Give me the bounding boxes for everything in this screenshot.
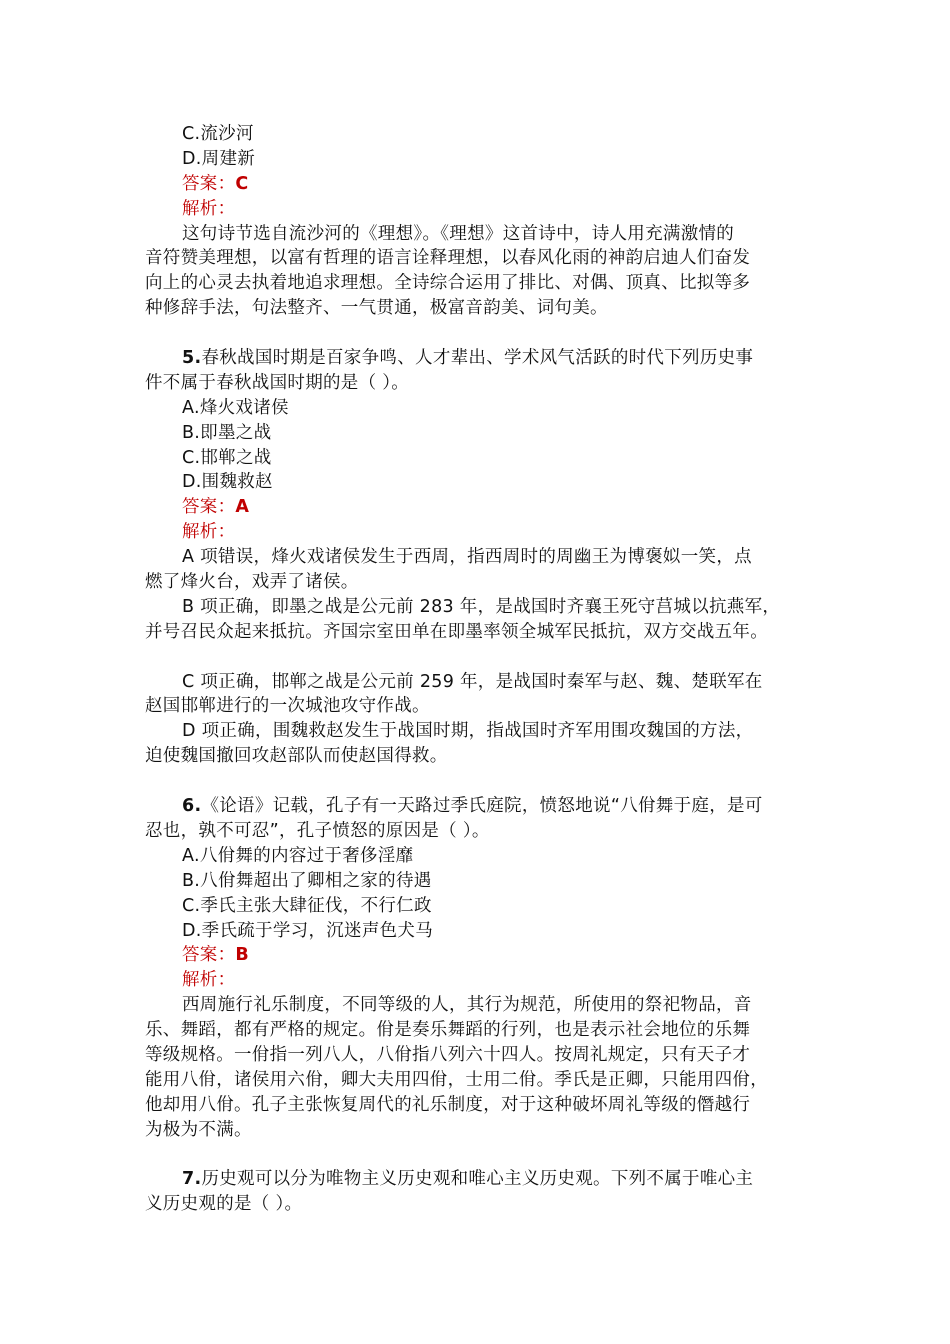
q4-analysis-label: 解析： — [182, 198, 236, 219]
q5-analysis-line: 并号召民众起来抵抗。齐国宗室田单在即墨率领全城军民抵抗，双方交战五年。 — [145, 621, 768, 642]
q5-analysis-label: 解析： — [182, 522, 236, 543]
q6-analysis-label: 解析： — [182, 970, 236, 991]
q5-analysis-line: D 项正确，围魏救赵发生于战国时期，指战国时齐军用围攻魏国的方法， — [182, 721, 754, 742]
q6-analysis-line: 西周施行礼乐制度，不同等级的人，其行为规范，所使用的祭祀物品，音 — [182, 995, 752, 1016]
q5-number: 5. — [182, 348, 202, 369]
q5-analysis-line: 燃了烽火台，戏弄了诸侯。 — [145, 572, 359, 593]
q5-option-c: C.邯郸之战 — [182, 447, 272, 468]
q6-answer — [145, 943, 815, 968]
q4-option-d: D.周建新 — [182, 148, 256, 169]
q4-analysis-line: 向上的心灵去执着地追求理想。全诗综合运用了排比、对偶、顶真、比拟等多 — [145, 273, 751, 294]
q6-analysis-line: 乐、舞蹈，都有严格的规定。佾是奏乐舞蹈的行列，也是表示社会地位的乐舞 — [145, 1020, 751, 1041]
document-page — [145, 122, 815, 1217]
q6-number: 6. — [182, 796, 202, 817]
spacer — [145, 321, 815, 346]
q4-option-c: C.流沙河 — [182, 124, 254, 144]
q4-analysis-line: 这句诗节选自流沙河的《理想》。《理想》这首诗中，诗人用充满激情的 — [182, 223, 735, 244]
q6-stem-text: 《论语》记载，孔子有一天路过季氏庭院，愤怒地说“八佾舞于庭，是可 — [201, 796, 763, 817]
q5-answer-label: 答案： — [182, 497, 236, 518]
spacer — [145, 769, 815, 794]
q7-stem-text: 历史观可以分为唯物主义历史观和唯心主义历史观。下列不属于唯心主 — [201, 1169, 754, 1190]
q6-analysis-line: 他却用八佾。孔子主张恢复周代的礼乐制度，对于这种破坏周礼等级的僭越行 — [145, 1094, 751, 1115]
q6-option-b: B.八佾舞超出了卿相之家的待遇 — [182, 870, 432, 891]
q6-option-d: D.季氏疏于学习，沉迷声色犬马 — [182, 920, 434, 941]
q5-analysis-line: C 项正确，邯郸之战是公元前 259 年，是战国时秦军与赵、魏、楚联军在 — [182, 671, 763, 692]
q6-analysis-line: 为极为不满。 — [145, 1119, 252, 1140]
q7-stem-cont: 义历史观的是（ ）。 — [145, 1194, 303, 1215]
q6-option-c: C.季氏主张大肆征伐，不行仁政 — [182, 895, 432, 916]
q6-answer-value: B — [235, 945, 250, 966]
spacer — [145, 1143, 815, 1168]
q4-answer-label: 答案： — [182, 173, 236, 194]
q5-analysis-line: 赵国邯郸进行的一次城池攻守作战。 — [145, 696, 430, 717]
q6-stem — [145, 794, 815, 819]
q6-answer-label: 答案： — [182, 945, 236, 966]
q4-analysis-line: 音符赞美理想，以富有哲理的语言诠释理想，以春风化雨的神韵启迪人们奋发 — [145, 248, 751, 269]
q5-analysis-line: A 项错误，烽火戏诸侯发生于西周，指西周时的周幽王为博褒姒一笑，点 — [182, 547, 752, 568]
q5-answer-value: A — [235, 497, 250, 518]
q6-stem-cont: 忍也，孰不可忍”，孔子愤怒的原因是（ ）。 — [145, 820, 490, 841]
q5-stem-text: 春秋战国时期是百家争鸣、人才辈出、学术风气活跃的时代下列历史事 — [201, 348, 754, 369]
q6-analysis-line: 能用八佾，诸侯用六佾，卿大夫用四佾，士用二佾。季氏是正卿，只能用四佾， — [145, 1069, 768, 1090]
q5-option-b: B.即墨之战 — [182, 422, 272, 443]
q4-answer-value: C — [235, 173, 249, 194]
q5-answer — [145, 495, 815, 520]
q5-analysis-line: B 项正确，即墨之战是公元前 283 年，是战国时齐襄王死守莒城以抗燕军， — [182, 596, 781, 617]
spacer — [145, 645, 815, 670]
q6-option-a: A.八佾舞的内容过于奢侈淫靡 — [182, 845, 414, 866]
q5-option-a: A.烽火戏诸侯 — [182, 397, 289, 418]
q4-analysis-line: 种修辞手法，句法整齐、一气贯通，极富音韵美、词句美。 — [145, 298, 608, 319]
q7-stem — [145, 1167, 815, 1192]
q5-analysis-line: 迫使魏国撤回攻赵部队而使赵国得救。 — [145, 746, 448, 767]
q5-stem-cont: 件不属于春秋战国时期的是（ ）。 — [145, 372, 410, 393]
q5-option-d: D.围魏救赵 — [182, 472, 273, 493]
q7-number: 7. — [182, 1169, 202, 1190]
q5-stem — [145, 346, 815, 371]
q6-analysis-line: 等级规格。一佾指一列八人，八佾指八列六十四人。按周礼规定，只有天子才 — [145, 1044, 751, 1065]
q4-answer — [145, 172, 815, 197]
